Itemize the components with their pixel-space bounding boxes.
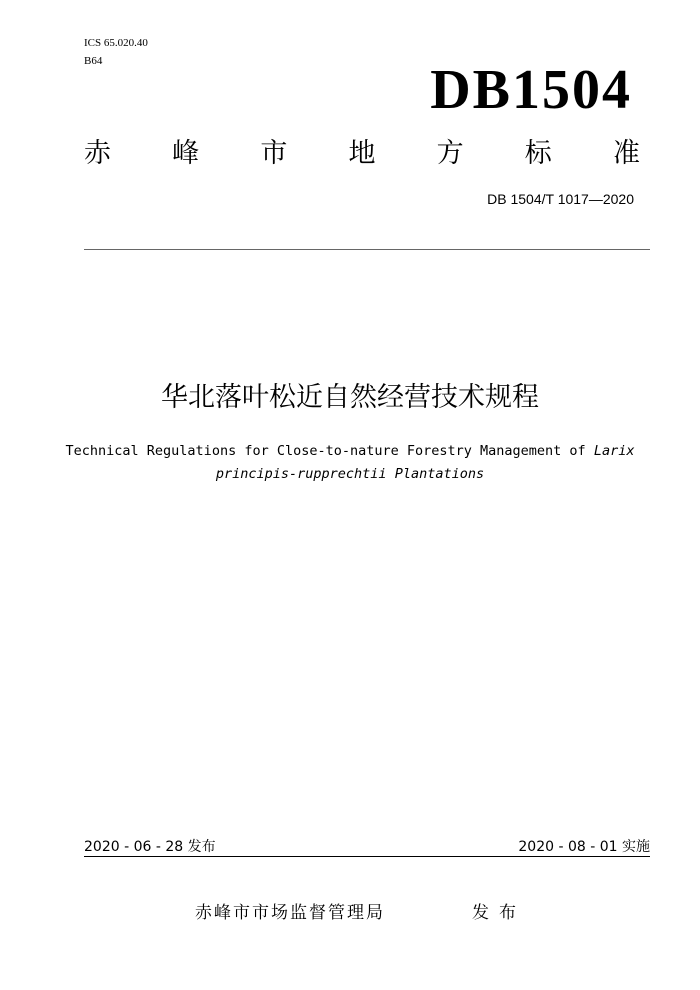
standard-code-large: DB1504 (430, 59, 632, 121)
issuer-action: 发布 (472, 903, 526, 923)
standard-type-char: 地 (348, 138, 376, 169)
standard-type-char: 方 (436, 138, 464, 169)
document-title-zh: 华北落叶松近自然经营技术规程 (161, 382, 539, 413)
title-en-plantations: Plantations (394, 466, 485, 482)
standard-type-char: 赤 (84, 138, 111, 169)
standard-type-char: 峰 (172, 138, 200, 169)
issuing-authority: 赤峰市市场监督管理局 (195, 903, 385, 923)
document-title-en (60, 440, 640, 486)
header-divider (84, 249, 650, 250)
footer-divider (84, 856, 650, 857)
standard-number: DB 1504/T 1017—2020 (487, 191, 634, 207)
standard-type-char: 准 (612, 138, 640, 169)
standard-type-char: 标 (524, 138, 552, 169)
title-en-species: Larix principis-rupprechtii (215, 443, 635, 482)
standard-type-char: 市 (260, 138, 288, 169)
standard-type-banner (84, 136, 640, 172)
classification-code: B64 (84, 55, 103, 67)
ics-code: ICS 65.020.40 (84, 37, 148, 49)
issue-date: 2020 - 06 - 28 发布 (84, 839, 216, 855)
implementation-date: 2020 - 08 - 01 实施 (518, 839, 650, 855)
title-en-text: Technical Regulations for Close-to-nature Forestry Management of (65, 443, 594, 459)
